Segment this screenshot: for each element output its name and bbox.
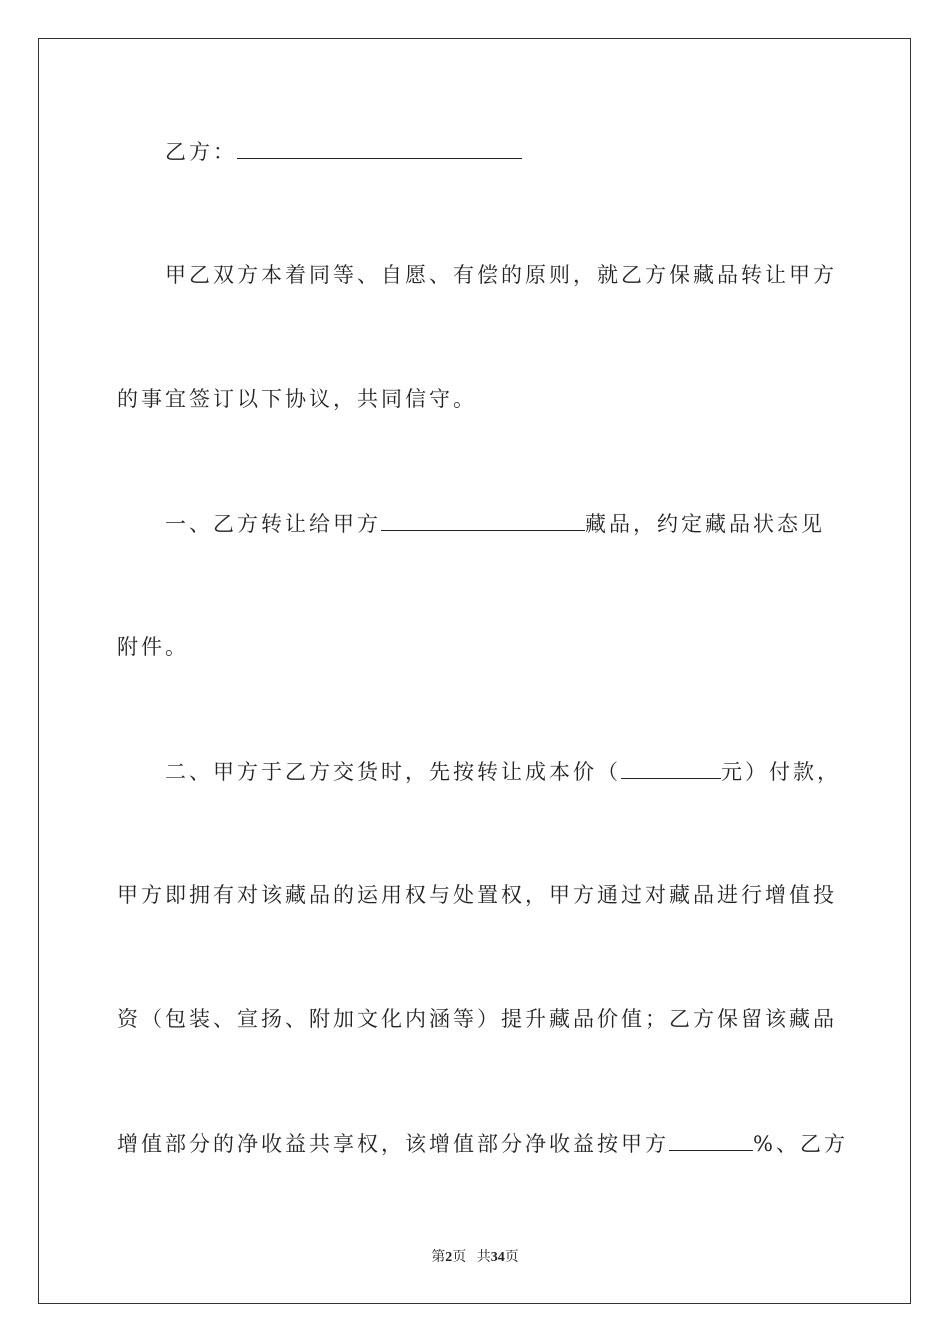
clause-1-text-a: 一、乙方转让给甲方 [165,512,381,536]
clause-2-share-text-b: %、乙方 [753,1132,848,1156]
paragraph-3-line-2: 甲方即拥有对该藏品的运用权与处置权，甲方通过对藏品进行增值投 [117,883,837,907]
clause-2-text-b: 元）付款， [721,760,841,784]
page-prefix: 第 [431,1250,446,1265]
total-prefix: 共 [476,1250,491,1265]
price-blank [621,756,721,779]
collection-name-blank [381,508,585,531]
percent-blank [669,1128,753,1151]
total-suffix: 页 [504,1250,519,1265]
clause-1-text-b: 藏品，约定藏品状态见 [585,512,825,536]
paragraph-1-line-1: 甲乙双方本着同等、自愿、有偿的原则，就乙方保藏品转让甲方 [165,263,837,287]
paragraph-3-line-1 [165,756,841,787]
paragraph-3-line-4 [117,1128,848,1159]
clause-2-share-text-a: 增值部分的净收益共享权，该增值部分净收益按甲方 [117,1132,669,1156]
paragraph-3-line-3: 资（包装、宣扬、附加文化内涵等）提升藏品价值；乙方保留该藏品 [117,1007,837,1031]
paragraph-2-line-1 [165,508,825,539]
page-number: 2 [445,1250,453,1265]
page-footer [0,1246,950,1266]
paragraph-2-line-2: 附件。 [117,635,189,659]
page-suffix: 页 [452,1250,467,1265]
party-b-blank [237,136,522,159]
page-border [38,38,911,1304]
party-b-line [165,136,522,167]
total-pages: 34 [490,1250,505,1265]
party-b-label: 乙方： [165,140,237,164]
clause-2-text-a: 二、甲方于乙方交货时，先按转让成本价（ [165,760,621,784]
paragraph-1-line-2: 的事宜签订以下协议，共同信守。 [117,387,477,411]
